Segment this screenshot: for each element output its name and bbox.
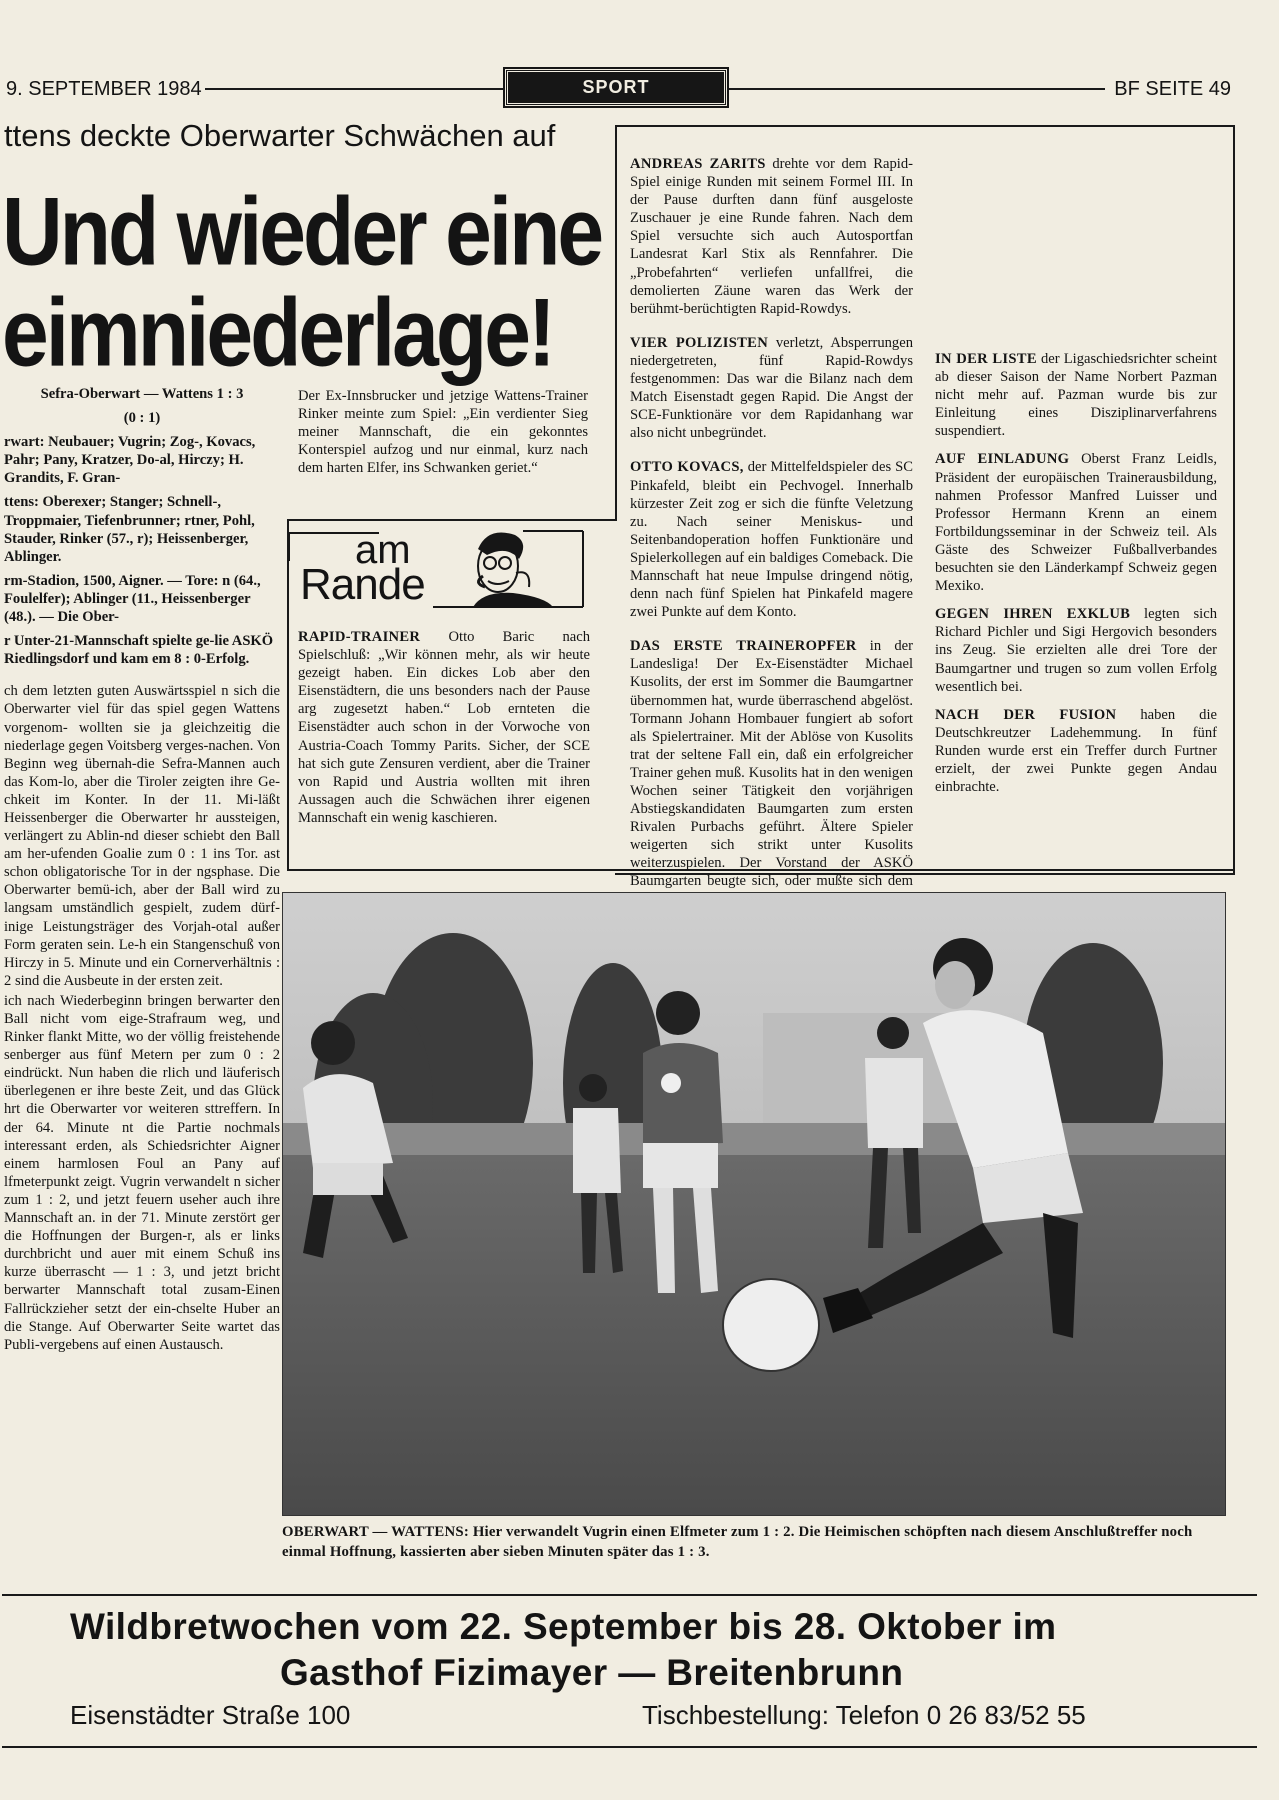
cartoon-face-icon: [473, 532, 553, 607]
ad-headline-2: Gasthof Fizimayer — Breitenbrunn: [280, 1652, 904, 1693]
match-photo: [282, 892, 1226, 1516]
ad-phone: Tischbestellung: Telefon 0 26 83/52 55: [642, 1700, 1086, 1730]
report-paragraph: ich nach Wiederbeginn bringen berwarter den Ball nicht vom eige-Strafraum weg, und Rinker flankt Mitte, wo der völlig freistehende senberger aus fünf Metern per zum 0 : 2 eindrückt. Nun haben die rlich und läuferisch überlegenen er ihre beste Zeit, und das Glück hrt die Oberwarter vor weiteren sttreffern. In der 64. Minute nt die Partie nochmals interessant erden, als Schiedsrichter Aigner einem harmlosen Foul an Pany auf lfmeterpunkt zeigt. Vugrin verwandelt n sicher zum 1 : 2, und jetzt feuern useher auch ihre Mannschaft an. in der 71. Minute zerstört ger die Hoffnungen der Burgen-r, als er links durchbricht und auer mit einem Schuß ins kurze überrascht — 1 : 3, und jetzt bricht berwarter Mannschaft total zusam-Einen Fallrückzieher setzt der ein-chselte Huber an die Stange. Auf Oberwarter Seite wartet das Publi-vergebens auf einen Austausch.: [4, 992, 280, 1353]
fence: [283, 1123, 1225, 1155]
rande-item: [935, 350, 1217, 440]
rande-item-lead: OTTO KOVACS,: [630, 459, 744, 476]
match-halftime: (0 : 1): [123, 410, 161, 427]
rande-item: [630, 458, 913, 621]
match-stadium-goals: rm-Stadion, 1500, Aigner. — Tore: n (64., Foulelfer); Ablinger (11., Heissenberger (48.). — Die Ober-: [4, 572, 261, 626]
rande-item-text: haben die Deutschkreutzer Ladehemmung. In fünf Runden wurde erst ein Treffer durch Furtner erzielt, der zwei Punkte gegen Andau einbrachte.: [935, 706, 1217, 796]
football: [723, 1279, 819, 1371]
rande-item-lead: AUF EINLADUNG: [935, 451, 1070, 468]
headline-line-1: Und wieder eine: [2, 177, 602, 286]
rande-item: [630, 334, 913, 443]
rande-item: [630, 155, 913, 318]
issue-date: 9. SEPTEMBER 1984: [6, 78, 202, 100]
ad-headline-1: Wildbretwochen vom 22. September bis 28. Oktober im: [70, 1606, 1057, 1647]
rande-item-text: Otto Baric nach Spielschluß: „Wir können mehr, als wir heute gezeigt haben. Ein dickes Lob aber den Eisenstädtern, die uns besonders nach der Pause arg zugesetzt haben.“ Lob ernteten die Eisenstädter auch schon in der Vorwoche von Austria-Coach Tommy Parits. Sicher, der SCE hat sich gute Zensuren verdient, aber die Trainer von Rapid und Austria wollten mit ihren Aussagen auch die Schwächen ihrer eigenen Mannschaft ein wenig kaschieren.: [298, 629, 590, 826]
trainer-quote: Der Ex-Innsbrucker und jetzige Wattens-Trainer Rinker meinte zum Spiel: „Ein verdienter Sieg meiner Mannschaft, die ein gekonntes Konterspiel aufzog und nur einmal, kurz nach dem harten Elfer, ins Schwanken geriet.“: [298, 388, 588, 477]
headline-line-2: eimniederlage!: [2, 278, 553, 387]
header-rule-right: [725, 88, 1105, 90]
rande-item-text: Oberst Franz Leidls, Präsident der europäischen Trainerausbildung, nahmen Professor Manfred Luisser und Professor Hermann Krenn an einem Fortbildungsseminar in der Schweiz teil. Als Gäste des Schweizer Fußballverbandes besuchten sie den Länderkampf Schweiz gegen Mexiko.: [935, 451, 1217, 595]
rande-item-text: der Ligaschiedsrichter scheint ab dieser Saison der Name Norbert Pazman nicht mehr auf. Pazman wurde bis zur Einleitung eines Disziplinarverfahrens suspendiert.: [935, 351, 1217, 440]
rande-item: [935, 706, 1217, 796]
lineup-wattens: ttens: Oberexer; Stanger; Schnell-, Troppmaier, Tiefenbrunner; rtner, Pohl, Stauder, Rinker (57., r); Heissenberger, Ablinger.: [4, 494, 255, 565]
u21-result: r Unter-21-Mannschaft spielte ge-lie ASKÖ Riedlingsdorf und kam em 8 : 0-Erfolg.: [4, 633, 274, 668]
rande-item-text: verletzt, Absperrungen niedergetreten, fünf Rapid-Rowdys festgenommen: Das war die Bilanz nach dem Match Eisenstadt gegen Rapid. Die Angst der SCE-Funktionäre vor dem Rapidanhang war also nicht unbegründet.: [630, 334, 913, 442]
rande-column-1: [298, 628, 590, 843]
rande-item-text: in der Landesliga! Der Ex-Eisenstädter Michael Kusolits, der erst im Sommer die Baumgartner übernommen hat, wurde überraschend abgelöst. Tormann Johann Hombauer fungiert ab sofort als Spielertrainer. Mit der Ablöse von Kusolits trat der seltene Fall ein, daß ein erfolgreicher Trainer gehen muß. Kusolits hat in den wenigen Wochen seiner Tätigkeit den vorjährigen Abstiegskandidaten Baumgarten zum ersten Rivalen Purbachs geführt. Ältere Spieler weigerten sich strikt unter Kusolits weiterzuspielen. Der Vorstand der ASKÖ Baumgarten beugte sich, oder mußte sich dem: [630, 638, 913, 890]
rande-item: [630, 637, 913, 908]
rande-item-lead: DAS ERSTE TRAINEROPFER: [630, 638, 857, 655]
rande-item-text: drehte vor dem Rapid-Spiel einige Runden mit seinem Formel III. In der Pause durften dann fünf ausgeloste Zuschauer je eine Runde fahren. Nach dem Spiel versuchte sich auch Autosportfan Landesrat Karl Stix als Rennfahrer. Die „Probefahrten“ verliefen unfallfrei, die demolierten Zäune waren das Werk der berühmt-berüchtigten Rapid-Rowdys.: [630, 156, 913, 317]
rande-item-lead: ANDREAS ZARITS: [630, 156, 766, 172]
header-rule-left: [205, 88, 503, 90]
photo-caption: OBERWART — WATTENS: Hier verwandelt Vugrin einen Elfmeter zum 1 : 2. Die Heimischen schöpften nach diesem Anschlußtreffer noch einmal Hoffnung, kassierten aber sieben Minuten später das 1 : 3.: [282, 1524, 1193, 1560]
match-result: Sefra-Oberwart — Wattens 1 : 3: [40, 386, 244, 402]
ad-address: Eisenstädter Straße 100: [70, 1700, 351, 1730]
rande-item-lead: VIER POLIZISTEN: [630, 334, 769, 351]
page-number: BF SEITE 49: [1114, 78, 1231, 100]
rande-box-left-rule: [615, 125, 617, 521]
rande-item: [935, 450, 1217, 595]
section-label: SPORT: [505, 69, 727, 106]
lineup-oberwart: rwart: Neubauer; Vugrin; Zog-, Kovacs, Pahr; Pany, Kratzer, Do-al, Hirczy; H. Grandits, F. Gran-: [4, 434, 256, 487]
rande-column-2: [630, 155, 913, 909]
rande-item-text: legten sich Richard Pichler und Sigi Hergovich besonders ins Zeug. Sie erzielten alle drei Tore der Baumgartner und trugen so zum vollen Erfolg wesentlich bei.: [935, 606, 1217, 695]
rande-logo-rande: Rande: [300, 560, 425, 609]
headline-kicker: ttens deckte Oberwarter Schwächen auf: [4, 118, 556, 153]
report-paragraph: ch dem letzten guten Auswärtsspiel n sich die Oberwarter viel für das spiel gegen Wattens vorgenom- wollten sie ja gleichzeitig die niederlage gegen Voitsberg verges-nachen. Von Beginn weg übernah-die Sefra-Mannen auch das Kom-lo, aber die Tiroler zeigten ihre Ge-chkeit im Konter. In der 11. Mi-läßt Heissenberger die Oberwarter hr aussteigen, verlängert zu Ablin-nd dieser schiebt den Ball am her-ufenden Goalie zum 0 : 1 ins Tor. ast schon obligatorische Tor in der ngsphase. Die Oberwarter bemü-ich, aber der Ball wird zu langsam umständlich gespielt, zudem dürf-inige Leistungsträger des Vorjah-otal außer Form geraten sein. Le-h ein Stangenschuß von Hirczy in 5. Minute und ein Cornerverhältnis : 2 sind die Ausbeute in der ersten zeit.: [4, 683, 280, 989]
rande-item-text: der Mittelfeldspieler des SC Pinkafeld, bleibt ein Pechvogel. Innerhalb kürzester Zeit zog er sich die fünfte Veletzung zu. Nach seiner Meniskus- und Seitenbandoperation hoffen Funktionäre und Spielerkollegen auf ein baldiges Comeback. Die Mannschaft hat neue Impulse dringend nötig, denn nach fünf Spielen hat Pinkafeld magere zwei Punkte auf dem Konto.: [630, 459, 914, 621]
rande-item-lead: NACH DER FUSION: [935, 706, 1117, 723]
rande-item: [298, 628, 590, 827]
rande-item-lead: RAPID-TRAINER: [298, 629, 421, 645]
rande-logo-am: am: [355, 528, 411, 572]
match-report-column: [4, 385, 280, 1370]
rande-item: [935, 605, 1217, 695]
rande-column-3-list: [935, 350, 1217, 796]
rande-item-lead: GEGEN IHREN EXKLUB: [935, 606, 1131, 623]
rande-item-lead: IN DER LISTE: [935, 351, 1037, 367]
